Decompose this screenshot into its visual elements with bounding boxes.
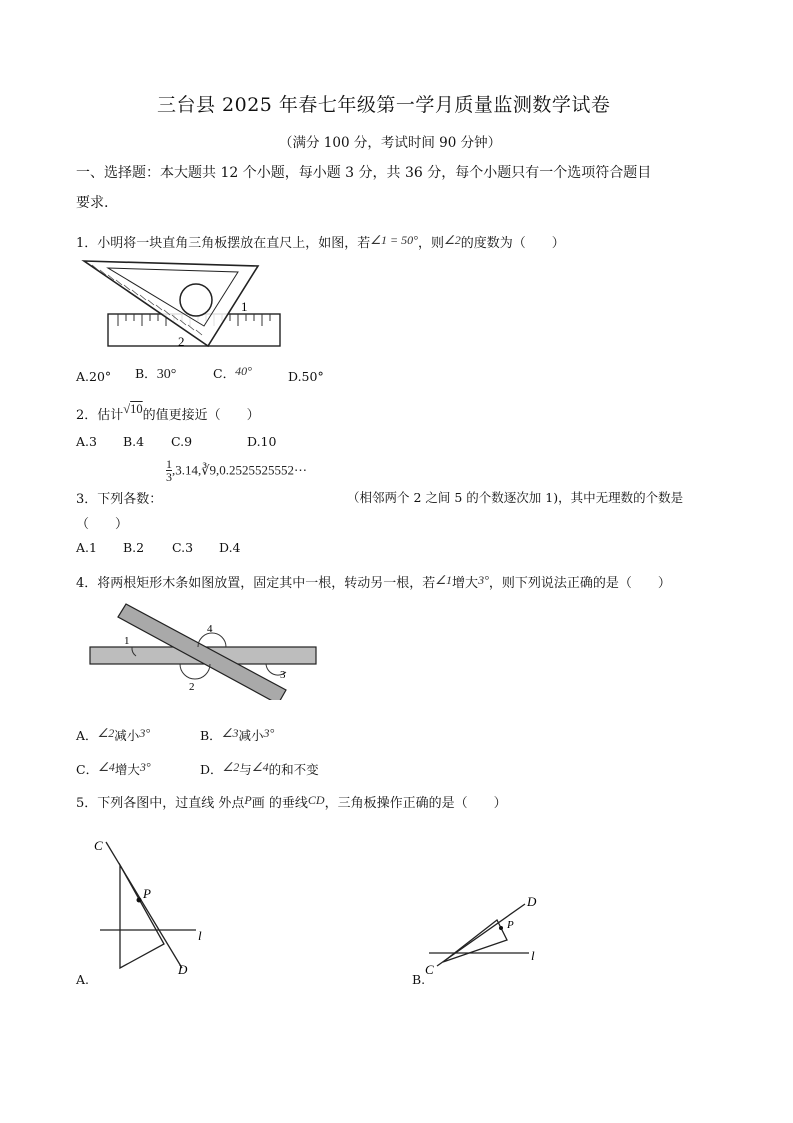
q3-paren: （ ） <box>76 517 129 532</box>
q1-option-c[interactable] <box>213 364 252 382</box>
q5-text-mid: 画 的垂线 <box>251 796 308 811</box>
q1-fig-label-2: 2 <box>178 334 185 349</box>
q5b-label-l: l <box>531 948 535 963</box>
q2-sqrt: √10 <box>123 402 143 416</box>
q4-option-d-label: D． <box>200 762 223 777</box>
q3-text-pre: 3．下列各数： <box>76 492 163 507</box>
q5-figure-a <box>86 832 216 982</box>
question-4 <box>76 572 671 591</box>
q4-fig-label-4: 4 <box>207 623 213 635</box>
q3-number-list <box>166 458 307 483</box>
q5b-label-c: C <box>425 962 434 977</box>
q3-option-a[interactable]: A.1 <box>76 540 97 555</box>
q4-option-a-verb: 减小 <box>114 728 140 743</box>
q3-option-d[interactable]: D.4 <box>219 540 241 555</box>
q4-fig-label-2: 2 <box>189 681 195 693</box>
q4-fig-label-1: 1 <box>124 635 130 647</box>
q1-option-b-label: B． <box>135 366 157 381</box>
q1-text-post: 的度数为（ ） <box>460 236 565 251</box>
q4-option-b-verb: 减小 <box>238 728 264 743</box>
q4-option-c-angle: ∠4 <box>98 760 115 774</box>
q2-text-post: 的值更接近（ ） <box>142 408 260 423</box>
q1-angle2: ∠2 <box>443 233 461 247</box>
page-subtitle: （满分 100 分，考试时间 90 分钟） <box>279 135 502 151</box>
q2-option-c[interactable]: C.9 <box>171 434 193 449</box>
q3-text-post: （相邻两个 2 之间 5 的个数逐次加 1)，其中无理数的个数是 <box>347 490 684 505</box>
q4-option-a-angle: ∠2 <box>97 726 115 740</box>
q3-series: ,3.14,∛9,0.2525525552⋯ <box>172 462 308 478</box>
q5b-label-d: D <box>527 894 537 909</box>
q3-frac-den: 3 <box>166 470 172 484</box>
question-2 <box>76 404 260 423</box>
q5b-label-p: P <box>507 919 514 931</box>
q3-frac-num: 1 <box>166 457 172 471</box>
section-heading-line1: 一、选择题：本大题共 12 个小题，每小题 3 分，共 36 分，每个小题只有一个选项符合题目 <box>76 165 652 181</box>
q4-text-mid: 增大 <box>452 576 479 591</box>
q1-option-b[interactable] <box>135 364 176 383</box>
q4-option-c[interactable] <box>76 760 151 778</box>
q4-option-a-label: A． <box>76 728 98 743</box>
q1-option-a[interactable]: A.20° <box>76 369 112 384</box>
q1-angle1: ∠1 = 50° <box>370 233 418 247</box>
q4-option-b-amount: 3° <box>263 726 275 740</box>
q4-increase: 3° <box>478 573 489 587</box>
q1-option-b-value: 30° <box>156 367 177 382</box>
q1-text-mid: ，则 <box>417 236 444 251</box>
q2-option-d[interactable]: D.10 <box>247 434 277 449</box>
q1-fig-label-1: 1 <box>241 299 248 314</box>
q4-option-d-angle-b: ∠4 <box>251 760 269 774</box>
q2-text-pre: 2．估计 <box>76 408 124 423</box>
q4-option-b-label: B． <box>200 728 222 743</box>
q4-option-d-conj: 与 <box>239 762 252 777</box>
q5a-label-c: C <box>94 838 103 853</box>
q5-line-cd: CD <box>307 793 325 807</box>
q5-option-b[interactable]: B. <box>412 972 426 987</box>
q5-option-a[interactable]: A. <box>76 972 90 987</box>
q3-option-b[interactable]: B.2 <box>123 540 145 555</box>
q4-option-c-verb: 增大 <box>114 762 140 777</box>
q4-option-d[interactable] <box>200 760 319 778</box>
question-5 <box>76 792 507 811</box>
q4-text-pre: 4．将两根矩形木条如图放置，固定其中一根，转动另一根，若 <box>76 576 436 591</box>
q1-text-pre: 1．小明将一块直角三角板摆放在直尺上，如图，若 <box>76 236 371 251</box>
q4-option-b-angle: ∠3 <box>221 726 239 740</box>
q4-angle1: ∠1 <box>435 573 453 587</box>
q4-wooden-strips-figure <box>86 600 322 700</box>
q5a-label-l: l <box>198 928 202 943</box>
section-heading-line2: 要求. <box>76 195 109 211</box>
q5-text-post: ，三角板操作正确的是（ ） <box>324 796 507 811</box>
q4-option-d-angle-a: ∠2 <box>222 760 240 774</box>
q2-option-a[interactable]: A.3 <box>76 434 97 449</box>
q4-option-c-label: C． <box>76 762 99 777</box>
q5-text-pre: 5．下列各图中，过直线 外点 <box>76 796 245 811</box>
q4-fig-label-3: 3 <box>280 669 286 681</box>
q4-option-a-amount: 3° <box>139 726 151 740</box>
page-title: 三台县 2025 年春七年级第一学月质量监测数学试卷 <box>157 94 611 116</box>
q2-option-b[interactable]: B.4 <box>123 434 145 449</box>
q5a-label-p: P <box>143 886 151 901</box>
q4-option-c-amount: 3° <box>139 760 151 774</box>
q1-ruler-triangle-figure <box>78 256 288 352</box>
q5-figure-b <box>425 890 550 980</box>
q4-text-post: ，则下列说法正确的是（ ） <box>488 576 671 591</box>
question-1 <box>76 232 565 251</box>
q1-option-c-value: 40° <box>235 364 252 378</box>
q5-point-p: P <box>244 793 252 807</box>
q4-option-a[interactable] <box>76 726 150 744</box>
q5a-label-d: D <box>178 962 188 977</box>
q1-option-d[interactable]: D.50° <box>288 369 324 384</box>
q2-radicand: 10 <box>130 402 143 416</box>
q4-option-d-tail: 的和不变 <box>268 762 319 777</box>
q1-option-c-label: C． <box>213 366 236 381</box>
q3-option-c[interactable]: C.3 <box>172 540 194 555</box>
q4-option-b[interactable] <box>200 726 274 744</box>
